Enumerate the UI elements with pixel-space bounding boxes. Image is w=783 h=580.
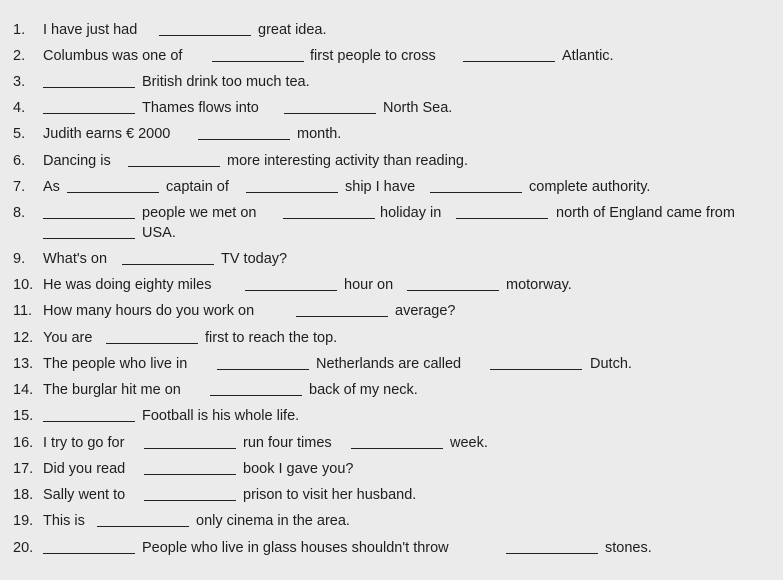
item-number: 16. xyxy=(13,435,34,451)
item-text: British drink too much tea. xyxy=(142,74,310,90)
item-text: Dancing is xyxy=(43,153,111,169)
answer-blank[interactable] xyxy=(144,448,236,449)
item-number: 15. xyxy=(13,408,34,424)
item-number: 12. xyxy=(13,330,34,346)
answer-blank[interactable] xyxy=(43,87,135,88)
answer-blank[interactable] xyxy=(351,448,443,449)
answer-blank[interactable] xyxy=(407,290,499,291)
item-text: only cinema in the area. xyxy=(196,513,350,529)
answer-blank[interactable] xyxy=(144,500,236,501)
item-text: first people to cross xyxy=(310,48,436,64)
answer-blank[interactable] xyxy=(159,35,251,36)
item-number: 6. xyxy=(13,153,26,169)
item-text: How many hours do you work on xyxy=(43,303,255,319)
answer-blank[interactable] xyxy=(43,113,135,114)
item-number: 5. xyxy=(13,126,26,142)
item-text: run four times xyxy=(243,435,332,451)
answer-blank[interactable] xyxy=(212,61,304,62)
answer-blank[interactable] xyxy=(217,369,309,370)
answer-blank[interactable] xyxy=(430,192,522,193)
answer-blank[interactable] xyxy=(43,238,135,239)
answer-blank[interactable] xyxy=(128,166,220,167)
item-text: ship I have xyxy=(345,179,416,195)
item-number: 7. xyxy=(13,179,26,195)
item-text: hour on xyxy=(344,277,394,293)
item-text: USA. xyxy=(142,225,176,241)
item-number: 9. xyxy=(13,251,26,267)
answer-blank[interactable] xyxy=(456,218,548,219)
item-text: As xyxy=(43,179,60,195)
item-text: TV today? xyxy=(221,251,288,267)
item-text: Atlantic. xyxy=(562,48,614,64)
item-text: average? xyxy=(395,303,456,319)
item-text: week. xyxy=(450,435,488,451)
item-text: You are xyxy=(43,330,93,346)
item-text: He was doing eighty miles xyxy=(43,277,212,293)
answer-blank[interactable] xyxy=(283,218,375,219)
item-number: 3. xyxy=(13,74,26,90)
answer-blank[interactable] xyxy=(67,192,159,193)
item-text: I try to go for xyxy=(43,435,125,451)
answer-blank[interactable] xyxy=(43,218,135,219)
answer-blank[interactable] xyxy=(463,61,555,62)
item-text: more interesting activity than reading. xyxy=(227,153,468,169)
answer-blank[interactable] xyxy=(284,113,376,114)
item-text: Thames flows into xyxy=(142,100,259,116)
answer-blank[interactable] xyxy=(245,290,337,291)
answer-blank[interactable] xyxy=(122,264,214,265)
item-text: I have just had xyxy=(43,22,138,38)
item-number: 11. xyxy=(13,303,33,319)
item-text: North Sea. xyxy=(383,100,453,116)
item-number: 2. xyxy=(13,48,26,64)
answer-blank[interactable] xyxy=(296,316,388,317)
item-text: complete authority. xyxy=(529,179,651,195)
item-text: Dutch. xyxy=(590,356,632,372)
item-text: first to reach the top. xyxy=(205,330,338,346)
item-text: stones. xyxy=(605,540,652,556)
answer-blank[interactable] xyxy=(246,192,338,193)
item-text: holiday in xyxy=(380,205,442,221)
answer-blank[interactable] xyxy=(43,421,135,422)
item-text: People who live in glass houses shouldn't throw xyxy=(142,540,449,556)
item-text: Sally went to xyxy=(43,487,126,503)
answer-blank[interactable] xyxy=(198,139,290,140)
item-number: 19. xyxy=(13,513,34,529)
answer-blank[interactable] xyxy=(210,395,302,396)
item-text: captain of xyxy=(166,179,229,195)
item-text: The burglar hit me on xyxy=(43,382,181,398)
answer-blank[interactable] xyxy=(97,526,189,527)
item-text: month. xyxy=(297,126,342,142)
item-number: 13. xyxy=(13,356,34,372)
item-number: 18. xyxy=(13,487,34,503)
item-text: book I gave you? xyxy=(243,461,354,477)
item-text: north of England came from xyxy=(556,205,735,221)
item-text: motorway. xyxy=(506,277,572,293)
answer-blank[interactable] xyxy=(506,553,598,554)
item-number: 4. xyxy=(13,100,26,116)
item-text: prison to visit her husband. xyxy=(243,487,417,503)
answer-blank[interactable] xyxy=(144,474,236,475)
item-text: What's on xyxy=(43,251,108,267)
item-number: 17. xyxy=(13,461,34,477)
item-number: 8. xyxy=(13,205,26,221)
item-text: back of my neck. xyxy=(309,382,418,398)
answer-blank[interactable] xyxy=(43,553,135,554)
answer-blank[interactable] xyxy=(106,343,198,344)
item-text: Netherlands are called xyxy=(316,356,462,372)
item-number: 1. xyxy=(13,22,26,38)
item-text: The people who live in xyxy=(43,356,188,372)
item-text: Football is his whole life. xyxy=(142,408,300,424)
item-number: 20. xyxy=(13,540,34,556)
item-text: Columbus was one of xyxy=(43,48,183,64)
item-text: Did you read xyxy=(43,461,126,477)
answer-blank[interactable] xyxy=(490,369,582,370)
item-text: Judith earns € 2000 xyxy=(43,126,171,142)
item-number: 10. xyxy=(13,277,34,293)
item-number: 14. xyxy=(13,382,34,398)
item-text: people we met on xyxy=(142,205,257,221)
item-text: great idea. xyxy=(258,22,327,38)
item-text: This is xyxy=(43,513,85,529)
